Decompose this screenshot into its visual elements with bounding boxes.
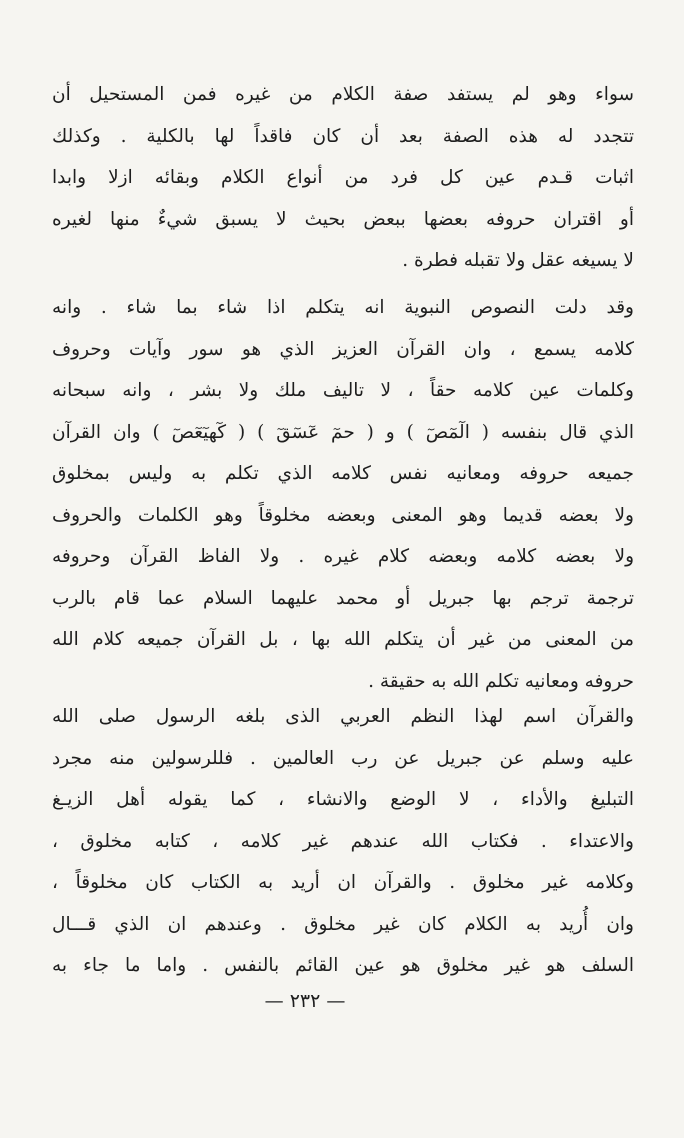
text-line: وكلامه غير مخلوق . والقرآن ان أريد به الكتاب كان مخلوقاً ، (52, 872, 634, 893)
text-line: عليه وسلم عن جبريل عن رب العالمين . فللرسولين منه مجرد (52, 747, 634, 769)
text-line: الذي قال بنفسه ( الٓمٓصٓ ) و ( حمٓ عٓسٓقٓ ) ( كٓهيٓعٓصٓ ) وان القرآن (52, 421, 634, 443)
text-line: السلف هو غير مخلوق هو عين القائم بالنفس . واما ما جاء به (52, 955, 634, 976)
text-line: جميعه حروفه ومعانيه نفس كلامه الذي تكلم به وليس بمخلوق (52, 463, 634, 484)
text-line: ولا بعضه قديما وهو المعنى وبعضه مخلوقاً وهو الكلمات والحروف (52, 504, 634, 526)
paragraph-2 (52, 287, 634, 702)
text-line: من المعنى من غير أن يتكلم الله بها ، بل القرآن جميعه كلام الله (52, 629, 634, 650)
text-line: ولا بعضه كلامه وبعضه كلام غيره . ولا الفاظ القرآن وحروفه (52, 546, 634, 567)
text-line: والقرآن اسم لهذا النظم العربي الذى بلغه الرسول صلى الله (52, 706, 634, 727)
text-line: وكلمات عين كلامه حقاً ، لا تاليف ملك ولا بشر ، وانه سبحانه (52, 380, 634, 401)
text-line: وقد دلت النصوص النبوية انه يتكلم اذا شاء بما شاء . وانه (52, 297, 634, 318)
paragraph-1 (52, 74, 634, 282)
page-number: — ٢٣٢ — (264, 990, 346, 1012)
paragraph-3 (52, 696, 634, 987)
text-line: سواء وهو لم يستفد صفة الكلام من غيره فمن المستحيل أن (52, 84, 634, 105)
text-line: اثبات قـدم عين كل فرد من أنواع الكلام وبقائه ازلا وابدا (52, 167, 634, 188)
text-line: لا يسيغه عقل ولا تقبله فطرة . (402, 250, 634, 271)
text-line: كلامه يسمع ، وان القرآن العزيز الذي هو سور وآيات وحروف (52, 338, 634, 360)
text-line: التبليغ والأداء ، لا الوضع والانشاء ، كما يقوله أهل الزيـغ (52, 789, 634, 810)
text-line: والاعتداء . فكتاب الله عندهم غير كلامه ، كتابه مخلوق ، (52, 830, 634, 852)
text-line: حروفه ومعانيه تكلم الله به حقيقة . (368, 670, 634, 692)
text-line: تتجدد له هذه الصفة بعد أن كان فاقداً لها بالكلية . وكذلك (52, 125, 634, 147)
text-line: أو اقتران حروفه بعضها ببعض بحيث لا يسبق شيءٌ منها لغيره (52, 208, 634, 230)
text-line: وان أُريد به الكلام كان غير مخلوق . وعندهم ان الذي قـــال (52, 913, 634, 935)
text-line: ترجمة ترجم بها جبريل أو محمد عليهما السلام عما قام بالرب (52, 587, 634, 609)
